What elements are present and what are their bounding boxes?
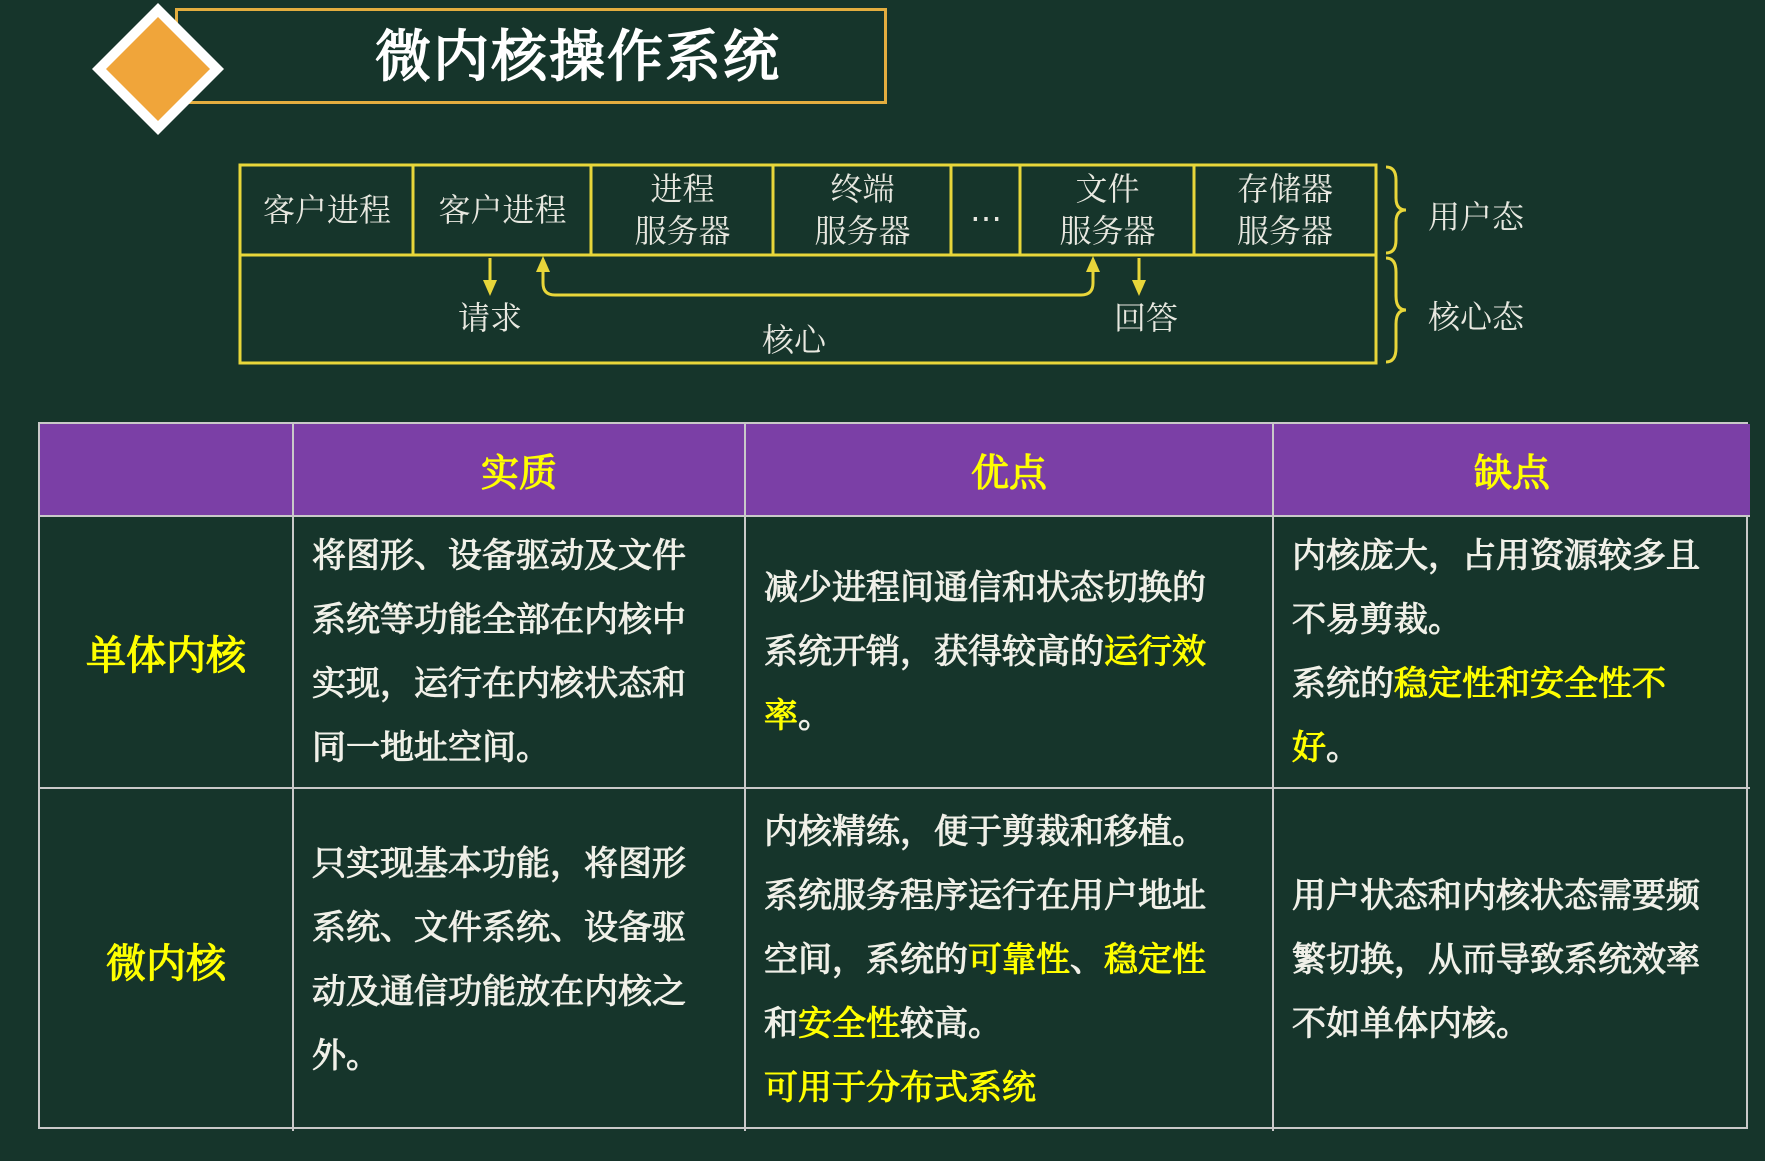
text-line — [764, 800, 1254, 864]
text-line — [764, 928, 1254, 992]
body-text: 系统服务程序运行在用户地址 — [764, 876, 1206, 916]
path-arrow-head — [1086, 256, 1100, 272]
text-line — [1292, 864, 1732, 928]
reply-label: 回答 — [1114, 299, 1179, 337]
pros-microkernel — [746, 789, 1274, 1131]
highlight-text: 可用于分布式系统 — [764, 1068, 1036, 1108]
text-line: 实现，运行在内核状态和 — [312, 664, 686, 704]
text-line: 同一地址空间。 — [312, 728, 550, 768]
header-pros: 优点 — [746, 424, 1274, 517]
body-text: 减少进程间通信和状态切换的 — [764, 568, 1206, 608]
body-text: 系统开销，获得较高的 — [764, 632, 1104, 672]
text-line — [1292, 652, 1732, 780]
text-line — [1292, 524, 1732, 588]
text-line: 动及通信功能放在内核之 — [312, 972, 686, 1012]
comparison-table — [38, 422, 1748, 1129]
memory-server-cell: 存储器 服务器 — [1236, 170, 1333, 250]
header-essence: 实质 — [294, 424, 746, 517]
body-text: 不易剪裁。 — [1292, 600, 1462, 640]
text-line — [764, 556, 1254, 620]
client-process-cell: 客户进程 — [262, 191, 391, 229]
body-text: 和 — [764, 1004, 798, 1044]
client-process-cell: 客户进程 — [438, 191, 567, 229]
header-cons: 缺点 — [1274, 424, 1750, 517]
essence-microkernel — [294, 789, 746, 1131]
body-text: 、 — [1070, 940, 1104, 980]
ellipsis-cell: … — [970, 191, 1002, 229]
cons-monolithic — [1274, 517, 1750, 789]
cons-microkernel — [1274, 789, 1750, 1131]
text-line: 外。 — [312, 1036, 380, 1076]
body-text: 。 — [1326, 728, 1360, 768]
highlight-text: 可靠性 — [968, 940, 1070, 980]
body-text: 。 — [798, 696, 832, 736]
kernel-mode-brace — [1386, 258, 1406, 362]
text-line: 系统等功能全部在内核中 — [312, 600, 686, 640]
text-line — [764, 992, 1254, 1056]
highlight-text: 安全性 — [798, 1004, 900, 1044]
text-line — [1292, 928, 1732, 992]
text-line — [1292, 588, 1732, 652]
body-text: 较高。 — [900, 1004, 1002, 1044]
body-text: 内核精练，便于剪裁和移植。 — [764, 812, 1206, 852]
highlight-text: 运行效 — [1104, 632, 1206, 672]
message-path — [543, 268, 1093, 295]
body-text: 用户状态和内核状态需要频 — [1292, 876, 1700, 916]
body-text: 繁切换，从而导致系统效率 — [1292, 940, 1700, 980]
text-line: 系统、文件系统、设备驱 — [312, 908, 686, 948]
header-empty — [40, 424, 294, 517]
pros-monolithic — [746, 517, 1274, 789]
body-text: 内核庞大，占用资源较多且 — [1292, 536, 1700, 576]
body-text: 不如单体内核。 — [1292, 1004, 1530, 1044]
body-text: 系统的 — [1292, 664, 1394, 704]
highlight-text: 稳定性 — [1104, 940, 1206, 980]
text-line — [1292, 992, 1732, 1056]
architecture-diagram — [0, 0, 1765, 400]
user-mode-label: 用户态 — [1428, 198, 1525, 236]
highlight-text: 率 — [764, 696, 798, 736]
body-text: 空间，系统的 — [764, 940, 968, 980]
text-line — [764, 1056, 1254, 1120]
process-server-cell: 进程 服务器 — [634, 170, 731, 250]
text-line: 将图形、设备驱动及文件 — [312, 536, 686, 576]
text-line — [764, 864, 1254, 928]
page-title: 微内核操作系统 — [375, 25, 781, 90]
essence-monolithic — [294, 517, 746, 789]
path-arrow-head — [536, 256, 550, 272]
text-line — [764, 684, 1254, 748]
row-head-microkernel: 微内核 — [40, 789, 294, 1131]
user-mode-brace — [1386, 167, 1406, 253]
kernel-label: 核心 — [762, 321, 827, 359]
highlight-text: 稳定性和安全性不好 — [1292, 664, 1666, 768]
kernel-mode-label: 核心态 — [1428, 298, 1525, 336]
text-line — [764, 620, 1254, 684]
row-head-monolithic: 单体内核 — [40, 517, 294, 789]
request-label: 请求 — [458, 299, 523, 337]
terminal-server-cell: 终端 服务器 — [814, 170, 911, 250]
file-server-cell: 文件 服务器 — [1059, 170, 1156, 250]
text-line: 只实现基本功能，将图形 — [312, 844, 686, 884]
